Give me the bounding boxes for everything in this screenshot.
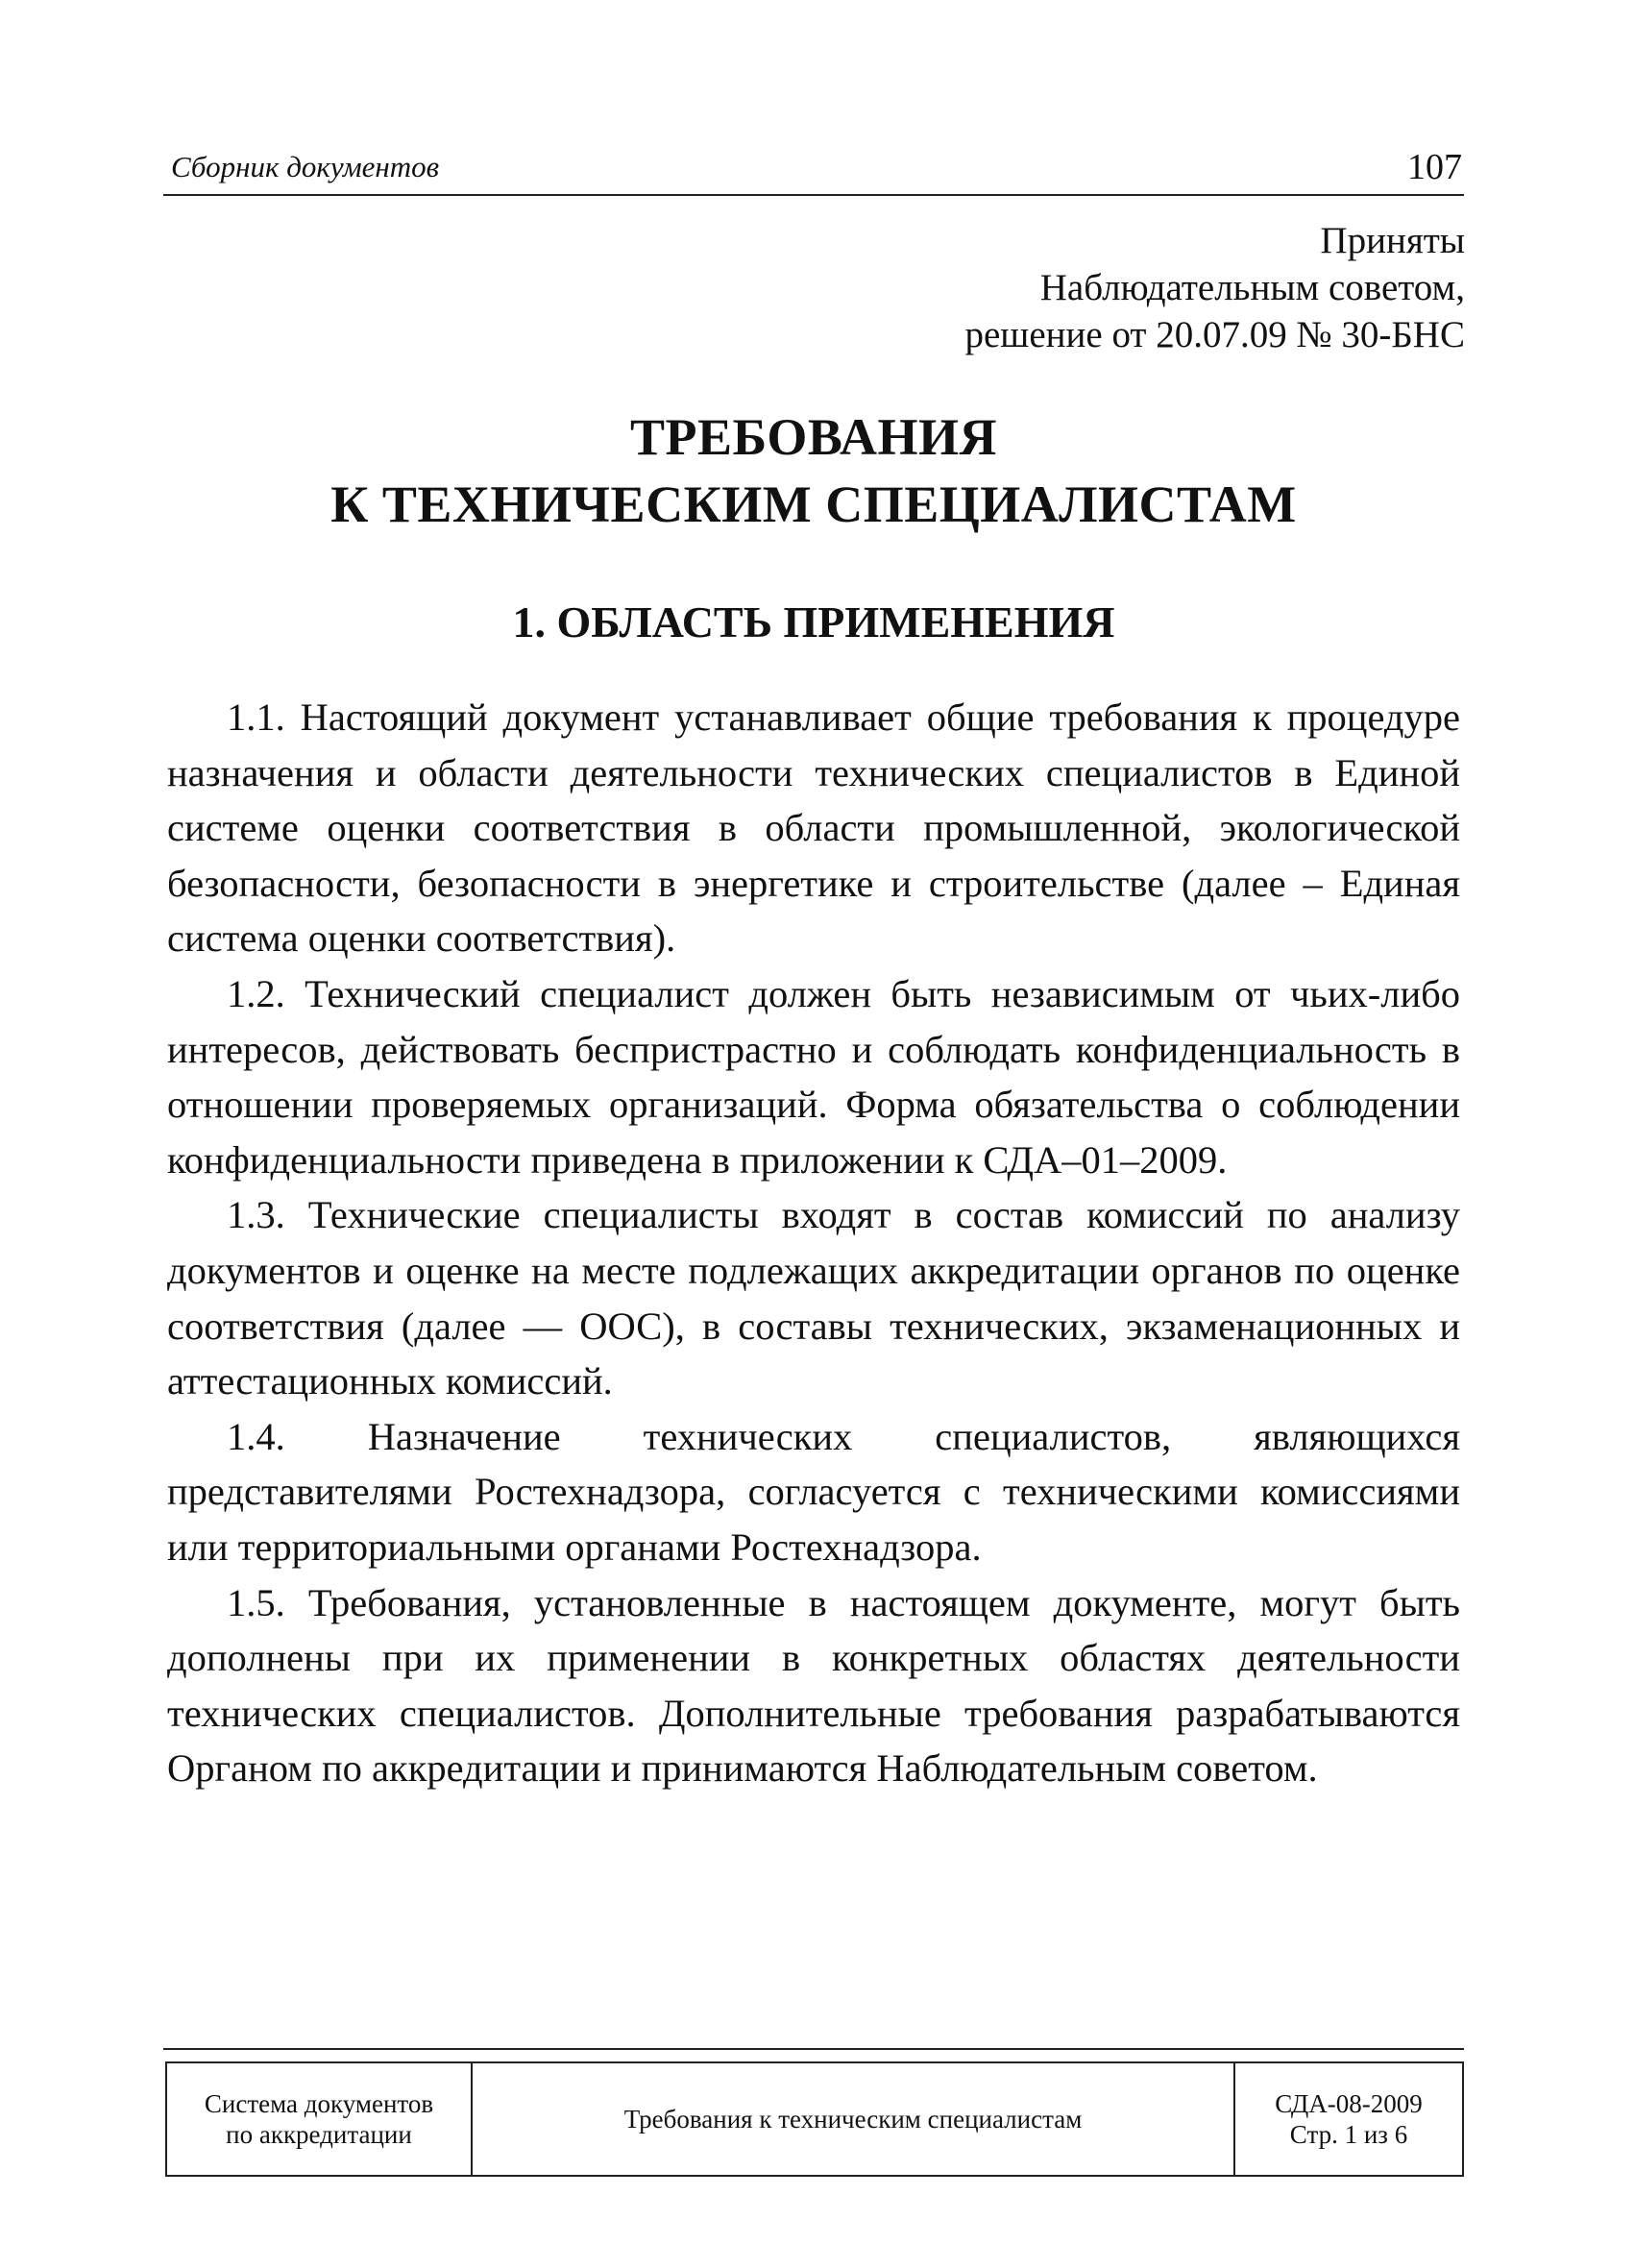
footer-code-cell (1235, 2063, 1462, 2175)
approval-block (964, 217, 1465, 358)
running-header (163, 146, 1464, 196)
paragraph-1-2: 1.2. Технический специалист должен быть независимым от чьих-либо интересов, действовать беспристрастно и соблюдать конфиденциальность в отношении проверяемых организаций. Форма обязательства о соблюдении конфиденциальности приведена в приложении к СДА–01–2009. (167, 971, 1460, 1182)
footer-system-cell (167, 2063, 473, 2175)
collection-title: Сборник документов (171, 150, 440, 183)
paragraph-1-4: 1.4. Назначение технических специалистов, являющихся представителями Ростехнадзора, согласуется с техническими комиссиями или территориальными органами Ростехнадзора. (167, 1414, 1460, 1569)
footer-table (165, 2061, 1464, 2177)
approval-line: Наблюдательным советом, (1039, 267, 1465, 308)
section-body (167, 690, 1460, 1796)
header-rule (163, 194, 1464, 196)
footer-system-line: Система документов (204, 2089, 434, 2118)
approval-decision-line: решение от 20.07.09 № 30-БНС (964, 314, 1465, 355)
footer-system-line: по аккредитации (226, 2120, 412, 2149)
footer-doc-title: Требования к техническим специалистам (623, 2105, 1083, 2134)
footer-title-cell (473, 2063, 1235, 2175)
footer-doc-code: СДА-08-2009 (1275, 2089, 1423, 2118)
document-title-line: ТРЕБОВАНИЯ (630, 408, 997, 466)
paragraph-1-5: 1.5. Требования, установленные в настоящем документе, могут быть дополнены при их применении в конкретных областях деятельности технических специалистов. Дополнительные требования разрабатываются Органом по аккредитации и принимаются Наблюдательным советом. (167, 1580, 1460, 1791)
approval-line: Приняты (1320, 220, 1465, 261)
section-heading: 1. ОБЛАСТЬ ПРИМЕНЕНИЯ (512, 597, 1115, 646)
footer-page-count: Стр. 1 из 6 (1289, 2120, 1408, 2149)
footer-rule (163, 2048, 1464, 2050)
paragraph-1-3: 1.3. Технические специалисты входят в состав комиссий по анализу документов и оценке на месте подлежащих аккредитации органов по оценке соответствия (далее — ООС), в составы технических, экзаменационных и аттестационных комиссий. (167, 1193, 1460, 1403)
document-title (163, 403, 1464, 538)
page-number: 107 (1407, 147, 1462, 187)
document-title-line: К ТЕХНИЧЕСКИМ СПЕЦИАЛИСТАМ (330, 476, 1297, 533)
paragraph-1-1: 1.1. Настоящий документ устанавливает общие требования к процедуре назначения и области деятельности технических специалистов в Единой системе оценки соответствия в области промышленной, экологической безопасности, безопасности в энергетике и строительстве (далее – Единая система оценки соответствия). (167, 695, 1460, 961)
